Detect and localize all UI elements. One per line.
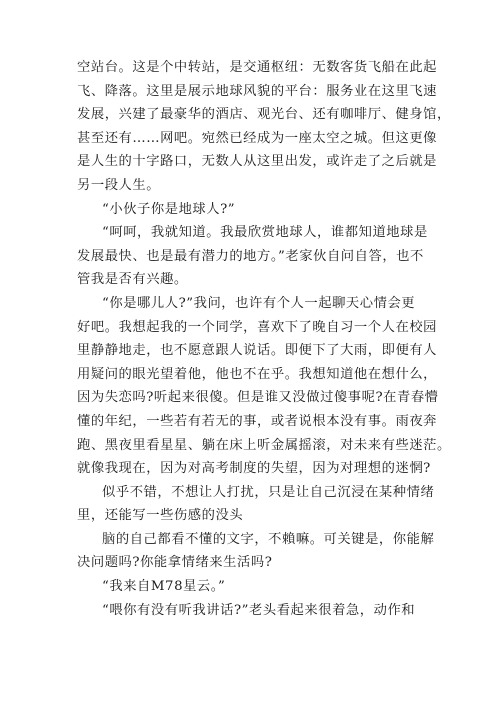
text-line: 似乎不错，不想让人打扰，只是让自己沉浸在某种情绪 — [102, 484, 435, 500]
text-line: 飞、降落。这里是展示地球风貌的平台：服务业在这里飞速 — [77, 83, 438, 99]
text-line: 另一段人生。 — [77, 177, 161, 193]
text-line: 脑的自己都看不懂的文字，不賴嘛。可关键是，你能解 — [102, 531, 435, 547]
text-line: 用疑问的眼光望着他，他也不在乎。我想知道他在想什么， — [77, 366, 438, 382]
text-line: 空站台。这是个中转站，是交通枢纽：无数客货飞船在此起 — [77, 60, 438, 75]
text-line: 里，还能写一些伤感的没头 — [77, 508, 244, 524]
text-line: 好吧。我想起我的一个同学，喜欢下了晚自习一个人在校园 — [77, 319, 438, 335]
text-line: 发展，兴建了最豪华的酒店、观光台、还有咖啡厅、健身馆， — [77, 107, 451, 123]
text-line: 甚至还有……网吧。宛然已经成为一座太空之城。但这更像 — [77, 130, 438, 146]
text-line: “喂你有没有听我讲话?”老头看起来很着急，动作和 — [102, 602, 416, 618]
text-line: 里静静地走，也不愿意跟人说话。即便下了大雨，即便有人 — [77, 343, 438, 359]
text-line: 因为失恋吗?听起来很傻。但是谁又没做过傻事呢?在青春懵 — [77, 390, 439, 406]
text-line: 决问题吗?你能拿情绪来生活吗? — [77, 555, 273, 571]
text-line: 是人生的十字路口，无数人从这里出发，或许走了之后就是 — [77, 154, 438, 170]
text-line: 跑、黑夜里看星星、躺在床上听金属摇滚，对未来有些迷茫。 — [77, 437, 451, 453]
text-line: 管我是否有兴趣。 — [77, 272, 188, 288]
text-line: “我来自M78星云。” — [102, 579, 226, 595]
text-line: 发展最快、也是最有潜力的地方。”老家伙自问自答，也不 — [77, 248, 424, 264]
body-text — [77, 56, 451, 622]
text-line: “呵呵，我就知道。我最欣赏地球人，谁都知道地球是 — [102, 225, 428, 241]
text-line: 就像我现在，因为对高考制度的失望，因为对理想的迷惘? — [77, 461, 431, 477]
text-line: “小伙子你是地球人?” — [102, 201, 236, 217]
text-line: 懂的年纪，一些若有若无的事，或者说根本没有事。雨夜奔 — [77, 413, 438, 429]
text-line: “你是哪儿人?”我问，也许有个人一起聊天心情会更 — [102, 295, 416, 311]
